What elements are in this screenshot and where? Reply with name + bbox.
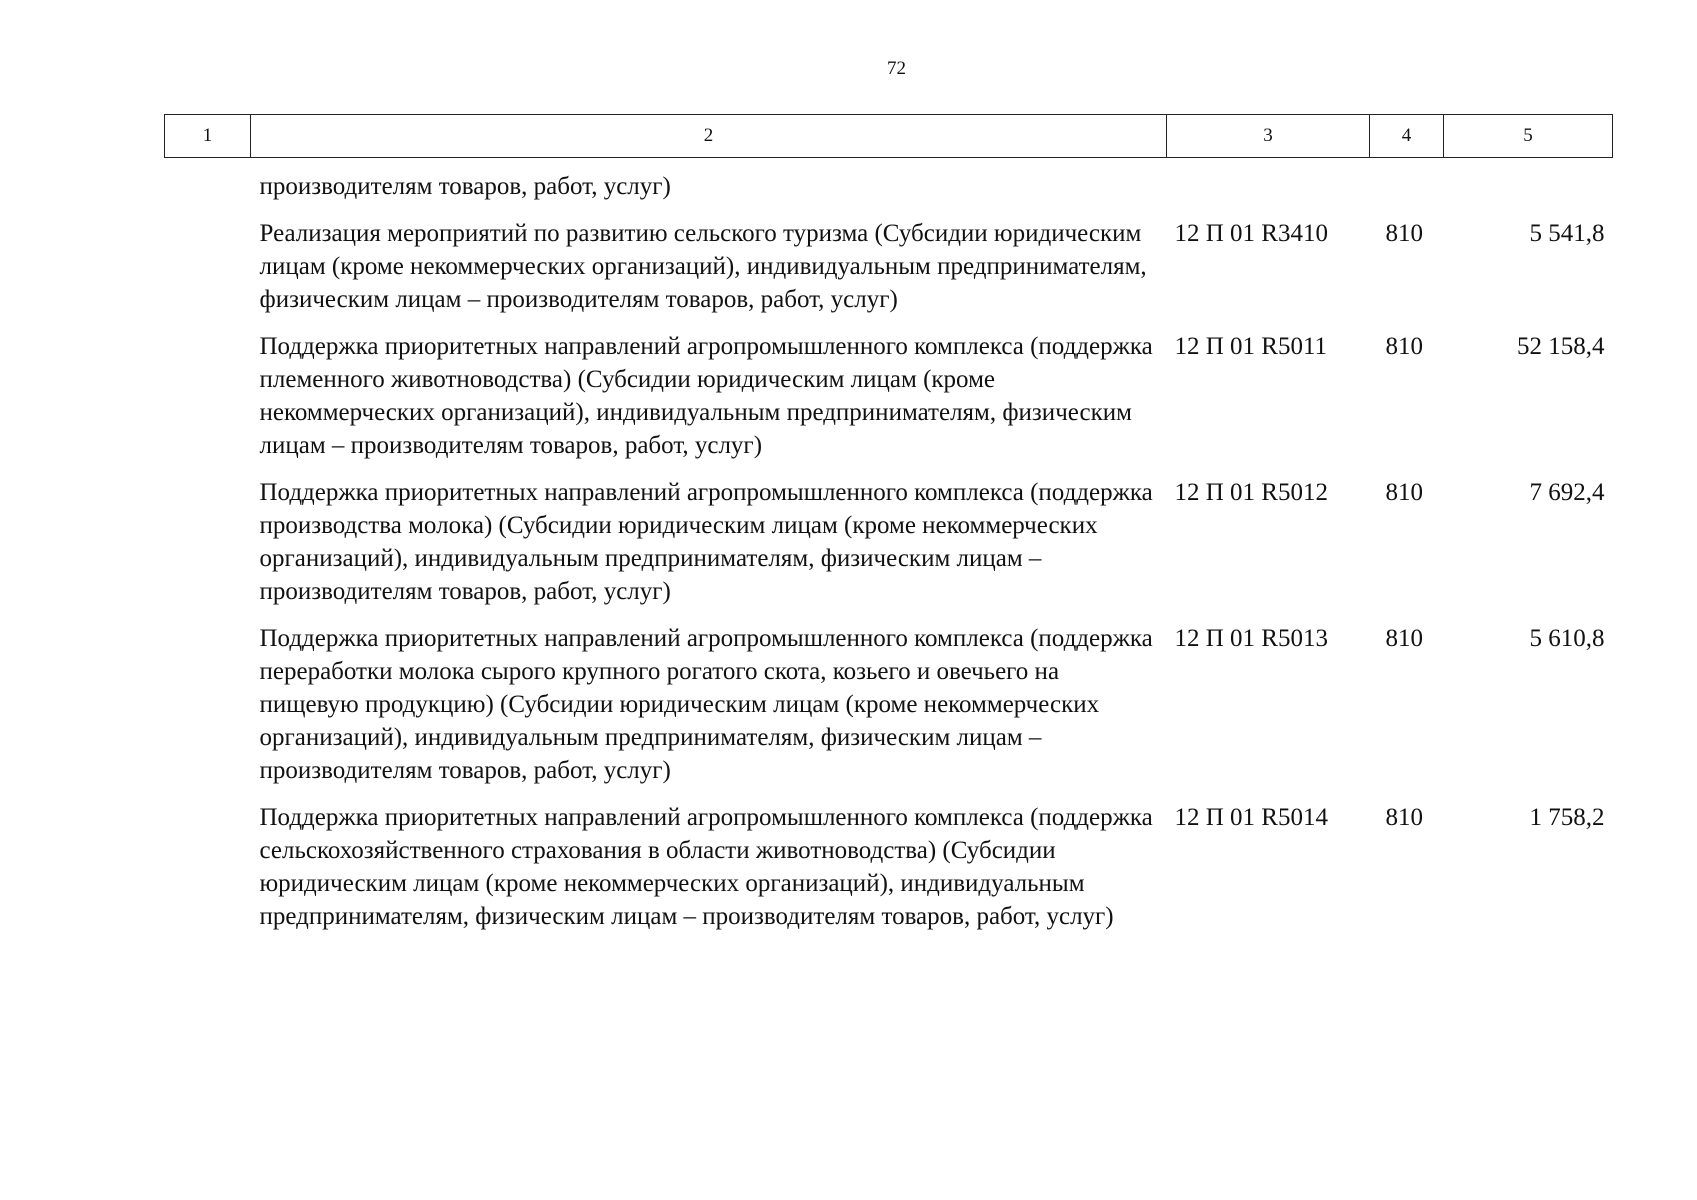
- row-number-cell: [165, 474, 251, 620]
- header-col-2: 2: [251, 115, 1167, 158]
- row-kind: 810: [1385, 333, 1423, 360]
- row-sum: 5 610,8: [1529, 625, 1605, 652]
- row-kind: 810: [1385, 625, 1423, 652]
- row-code: 12 П 01 R3410: [1174, 220, 1328, 247]
- table-body: [165, 158, 1613, 946]
- row-code: 12 П 01 R5013: [1174, 625, 1328, 652]
- table-row: [165, 474, 1613, 620]
- row-name: Реализация мероприятий по развитию сельского туризма (Субсидии юридическим лицам (кроме некоммерческих организаций), индивидуальным предпринимателям, физическим лицам – производителям товаров, работ, услуг): [259, 220, 1147, 313]
- row-sum: 1 758,2: [1529, 804, 1605, 831]
- table-row: [165, 215, 1613, 328]
- row-number-cell: [165, 799, 251, 945]
- budget-table: [164, 114, 1613, 945]
- row-kind: 810: [1385, 804, 1423, 831]
- row-code: 12 П 01 R5011: [1174, 333, 1328, 360]
- row-code: 12 П 01 R5012: [1174, 479, 1328, 506]
- table-row: [165, 799, 1613, 945]
- sum-cell: [1444, 158, 1613, 216]
- row-sum: 5 541,8: [1529, 220, 1605, 247]
- table-row-continuation: [165, 158, 1613, 216]
- continuation-text: производителям товаров, работ, услуг): [259, 173, 671, 200]
- kind-cell: [1370, 158, 1444, 216]
- header-col-4: 4: [1370, 115, 1444, 158]
- page-number: 72: [887, 58, 906, 79]
- row-name: Поддержка приоритетных направлений агропромышленного комплекса (поддержка племенного животноводства) (Субсидии юридическим лицам (кроме некоммерческих организаций), индивидуальным предпринимателям, физическим лицам – производителям товаров, работ, услуг): [259, 333, 1153, 459]
- header-row: [165, 115, 1613, 158]
- row-number-cell: [165, 215, 251, 328]
- row-name: Поддержка приоритетных направлений агропромышленного комплекса (поддержка производства молока) (Субсидии юридическим лицам (кроме некоммерческих организаций), индивидуальным предпринимателям, физическим лицам – производителям товаров, работ, услуг): [259, 479, 1153, 605]
- table-row: [165, 328, 1613, 474]
- table-row: [165, 620, 1613, 799]
- code-cell: [1167, 158, 1370, 216]
- row-sum: 52 158,4: [1517, 333, 1605, 360]
- row-name: Поддержка приоритетных направлений агропромышленного комплекса (поддержка переработки молока сырого крупного рогатого скота, козьего и овечьего на пищевую продукцию) (Субсидии юридическим лицам (кроме некоммерческих организаций), индивидуальным предпринимателям, физическим лицам – производителям товаров, работ, услуг): [259, 625, 1153, 784]
- header-col-5: 5: [1444, 115, 1613, 158]
- header-col-3: 3: [1167, 115, 1370, 158]
- header-col-1: 1: [165, 115, 251, 158]
- table-header: [165, 115, 1613, 158]
- row-number-cell: [165, 158, 251, 216]
- row-number-cell: [165, 620, 251, 799]
- row-code: 12 П 01 R5014: [1174, 804, 1328, 831]
- row-kind: 810: [1385, 479, 1423, 506]
- row-kind: 810: [1385, 220, 1423, 247]
- row-number-cell: [165, 328, 251, 474]
- row-sum: 7 692,4: [1529, 479, 1605, 506]
- row-name: Поддержка приоритетных направлений агропромышленного комплекса (поддержка сельскохозяйственного страхования в области животноводства) (Субсидии юридическим лицам (кроме некоммерческих организаций), индивидуальным предпринимателям, физическим лицам – производителям товаров, работ, услуг): [259, 804, 1153, 930]
